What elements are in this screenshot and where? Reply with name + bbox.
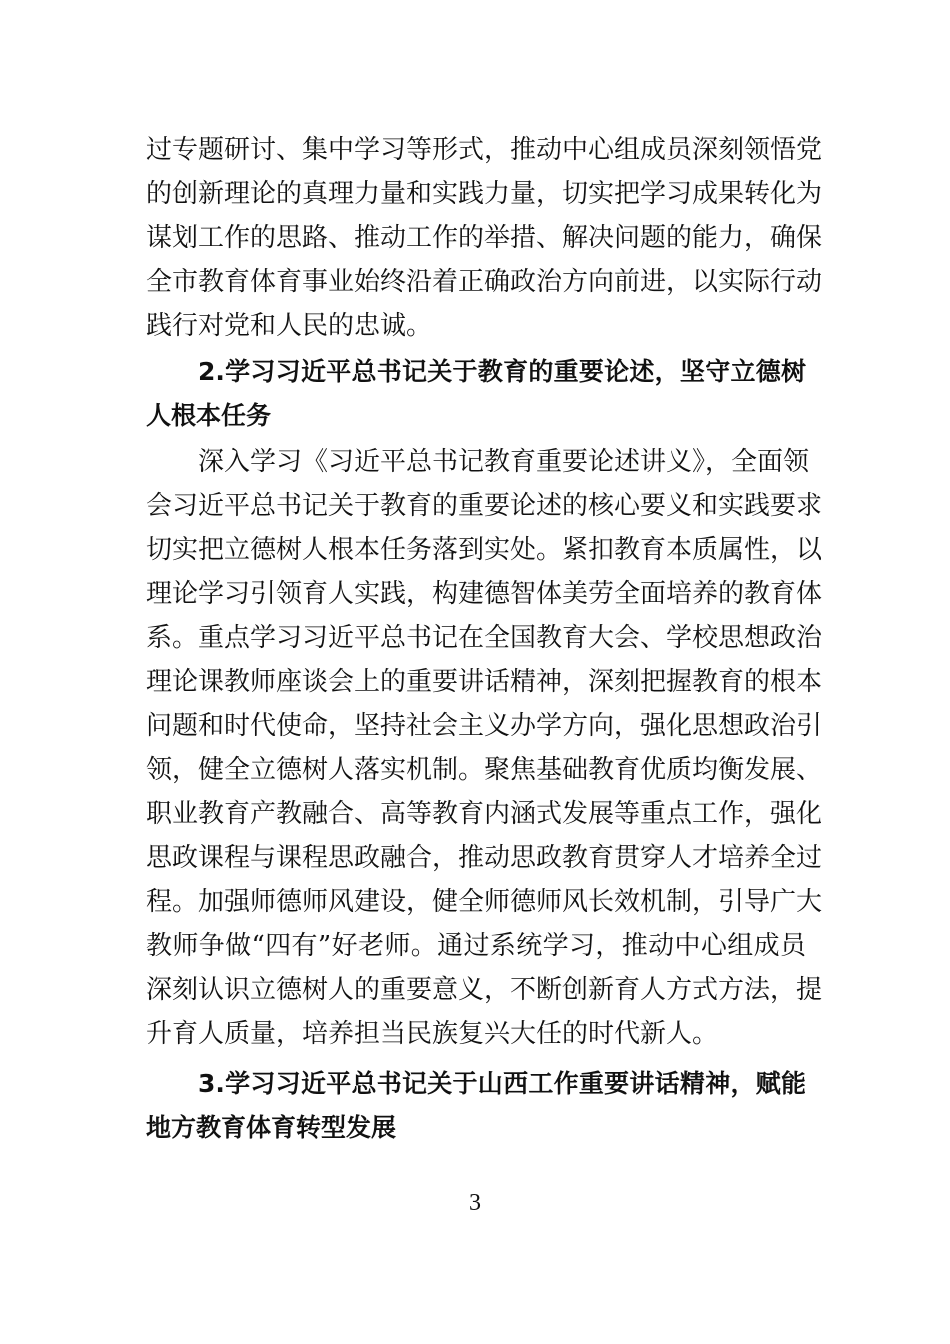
body-line: 升育人质量，培养担当民族复兴大任的时代新人。 — [146, 1019, 719, 1049]
body-line: 理论课教师座谈会上的重要讲话精神，深刻把握教育的根本 — [146, 667, 823, 697]
body-line: 谋划工作的思路、推动工作的举措、解决问题的能力，确保 — [146, 223, 823, 253]
body-line: 会习近平总书记关于教育的重要论述的核心要义和实践要求 — [146, 491, 823, 521]
body-line: 践行对党和人民的忠诚。 — [146, 311, 433, 341]
section-heading-line: 3.学习习近平总书记关于山西工作重要讲话精神，赋能 — [198, 1069, 806, 1098]
body-line: 思政课程与课程思政融合，推动思政教育贯穿人才培养全过 — [146, 843, 823, 873]
body-line: 切实把立德树人根本任务落到实处。紧扣教育本质属性，以 — [146, 535, 823, 565]
body-line: 系。重点学习习近平总书记在全国教育大会、学校思想政治 — [146, 623, 823, 653]
body-line: 的创新理论的真理力量和实践力量，切实把学习成果转化为 — [146, 179, 823, 209]
page-number: 3 — [469, 1190, 481, 1216]
body-line: 深入学习《习近平总书记教育重要论述讲义》，全面领 — [198, 447, 810, 477]
body-line: 过专题研讨、集中学习等形式，推动中心组成员深刻领悟党 — [146, 135, 823, 165]
section-heading-line: 人根本任务 — [146, 401, 272, 430]
body-line: 理论学习引领育人实践，构建德智体美劳全面培养的教育体 — [146, 579, 823, 609]
body-line: 教师争做“四有”好老师。通过系统学习，推动中心组成员 — [146, 931, 806, 961]
body-line: 深刻认识立德树人的重要意义，不断创新育人方式方法，提 — [146, 975, 823, 1005]
body-line: 职业教育产教融合、高等教育内涵式发展等重点工作，强化 — [146, 799, 823, 829]
body-line: 领，健全立德树人落实机制。聚焦基础教育优质均衡发展、 — [146, 755, 823, 785]
body-line: 程。加强师德师风建设，健全师德师风长效机制，引导广大 — [146, 887, 823, 917]
section-heading-line: 2.学习习近平总书记关于教育的重要论述，坚守立德树 — [198, 357, 806, 386]
body-line: 问题和时代使命，坚持社会主义办学方向，强化思想政治引 — [146, 711, 823, 741]
section-heading-line: 地方教育体育转型发展 — [146, 1113, 397, 1142]
body-line: 全市教育体育事业始终沿着正确政治方向前进，以实际行动 — [146, 267, 823, 297]
